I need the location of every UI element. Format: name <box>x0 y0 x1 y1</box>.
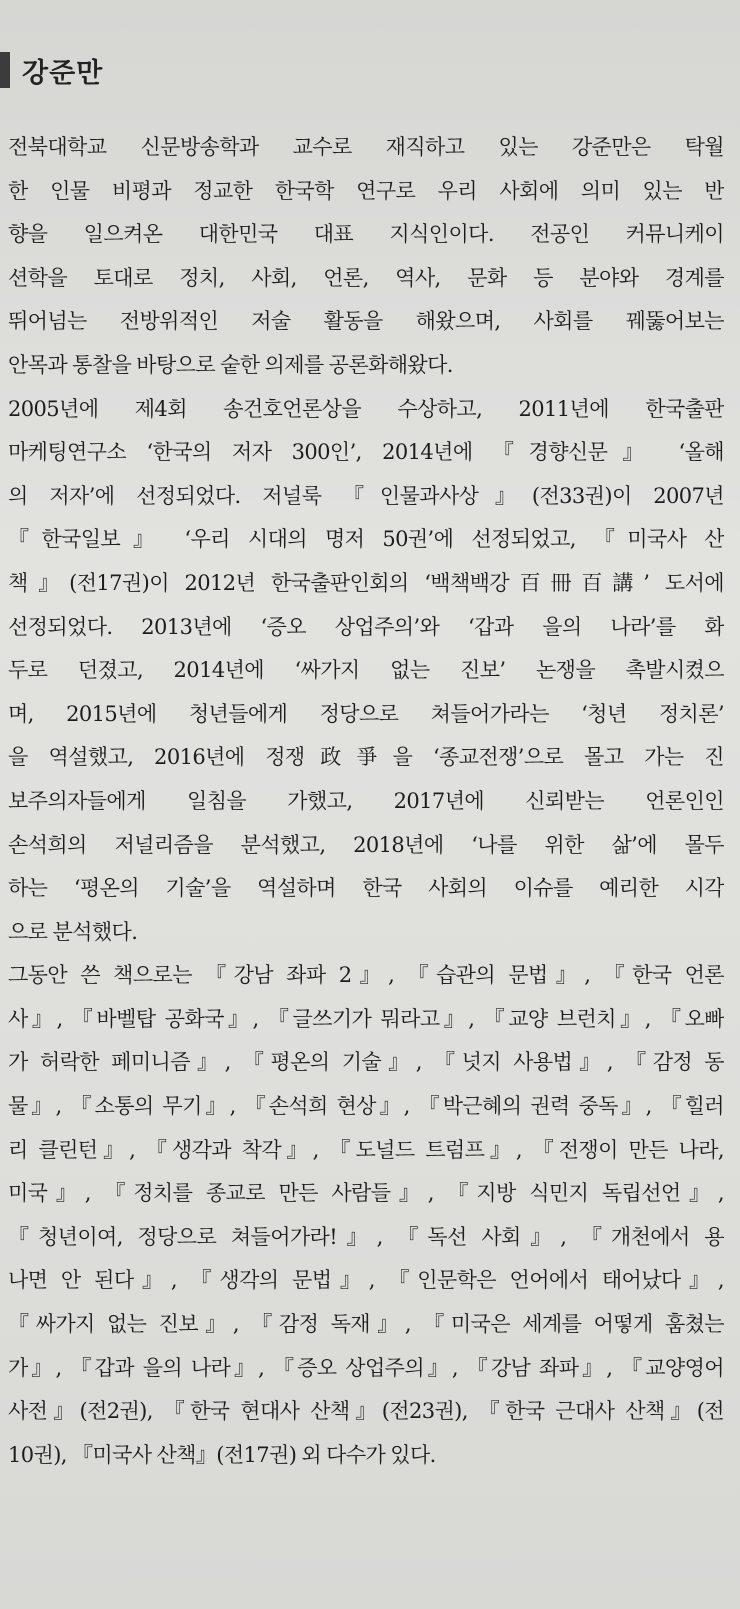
text-line: 선정되었다. 2013년에 ‘증오 상업주의’와 ‘갑과 을의 나라’를 화 <box>8 614 724 639</box>
text-line: 한 인물 비평과 정교한 한국학 연구로 우리 사회에 의미 있는 반 <box>8 178 724 203</box>
text-line: 물』, 『소통의 무기』, 『손석희 현상』, 『박근혜의 권력 중독』, 『힐러 <box>8 1094 724 1119</box>
author-header <box>0 50 103 90</box>
author-name: 강준만 <box>22 57 104 89</box>
text-line: 사전』(전2권), 『한국 현대사 산책』(전23권), 『한국 근대사 산책』(전 <box>8 1399 724 1424</box>
text-line: 『청년이여, 정당으로 쳐들어가라!』, 『독선 사회』, 『개천에서 용 <box>8 1224 724 1249</box>
author-biography <box>8 126 724 1477</box>
text-line: 그동안 쓴 책으로는 『강남 좌파 2』, 『습관의 문법』, 『한국 언론 <box>8 963 724 988</box>
text-line: 손석희의 저널리즘을 분석했고, 2018년에 ‘나를 위한 삶’에 몰두 <box>8 832 724 857</box>
text-line: 을 역설했고, 2016년에 정쟁政爭을 ‘종교전쟁’으로 몰고 가는 진 <box>8 745 724 770</box>
text-line: 향을 일으켜온 대한민국 대표 지식인이다. 전공인 커뮤니케이 <box>8 222 724 247</box>
text-line: 뛰어넘는 전방위적인 저술 활동을 해왔으며, 사회를 꿰뚫어보는 <box>8 309 724 334</box>
text-line: 안목과 통찰을 바탕으로 숱한 의제를 공론화해왔다. <box>8 352 453 377</box>
text-line: 10권), 『미국사 산책』(전17권) 외 다수가 있다. <box>8 1442 436 1467</box>
text-line: 『한국일보』 ‘우리 시대의 명저 50권’에 선정되었고, 『미국사 산 <box>8 527 724 552</box>
text-line: 가 허락한 페미니즘』, 『평온의 기술』, 『넛지 사용법』, 『감정 동 <box>8 1050 724 1075</box>
text-line: 리 클린턴』, 『생각과 착각』, 『도널드 트럼프』, 『전쟁이 만든 나라, <box>8 1137 724 1162</box>
text-line: 가』, 『갑과 을의 나라』, 『증오 상업주의』, 『강남 좌파』, 『교양영어 <box>8 1355 724 1380</box>
text-line: 보주의자들에게 일침을 가했고, 2017년에 신뢰받는 언론인인 <box>8 788 724 813</box>
text-line: 며, 2015년에 청년들에게 정당으로 쳐들어가라는 ‘청년 정치론’ <box>8 701 724 726</box>
bio-paragraph-awards <box>8 388 724 955</box>
text-line: 으로 분석했다. <box>8 919 138 944</box>
bio-paragraph-books <box>8 954 724 1477</box>
text-line: 사』, 『바벨탑 공화국』, 『글쓰기가 뭐라고』, 『교양 브런치』, 『오빠 <box>8 1006 724 1031</box>
text-line: 마케팅연구소 ‘한국의 저자 300인’, 2014년에 『경향신문』 ‘올해 <box>8 440 724 465</box>
text-line: 하는 ‘평온의 기술’을 역설하며 한국 사회의 이슈를 예리한 시각 <box>8 876 724 901</box>
text-line: 션학을 토대로 정치, 사회, 언론, 역사, 문화 등 분야와 경계를 <box>8 265 724 290</box>
text-line: 두로 던졌고, 2014년에 ‘싸가지 없는 진보’ 논쟁을 촉발시켰으 <box>8 658 724 683</box>
text-line: 나면 안 된다』, 『생각의 문법』, 『인문학은 언어에서 태어났다』, <box>8 1268 724 1293</box>
header-marker-bar <box>0 52 10 88</box>
text-line: 책』(전17권)이 2012년 한국출판인회의 ‘백책백강百冊百講’ 도서에 <box>8 570 724 595</box>
bio-paragraph-intro <box>8 126 724 388</box>
text-line: 의 저자’에 선정되었다. 저널룩 『인물과사상』(전33권)이 2007년 <box>8 483 724 508</box>
text-line: 전북대학교 신문방송학과 교수로 재직하고 있는 강준만은 탁월 <box>8 135 724 159</box>
text-line: 『싸가지 없는 진보』, 『감정 독재』, 『미국은 세계를 어떻게 훔쳤는 <box>8 1312 724 1337</box>
text-line: 2005년에 제4회 송건호언론상을 수상하고, 2011년에 한국출판 <box>8 396 724 421</box>
text-line: 미국』, 『정치를 종교로 만든 사람들』, 『지방 식민지 독립선언』, <box>8 1181 724 1206</box>
